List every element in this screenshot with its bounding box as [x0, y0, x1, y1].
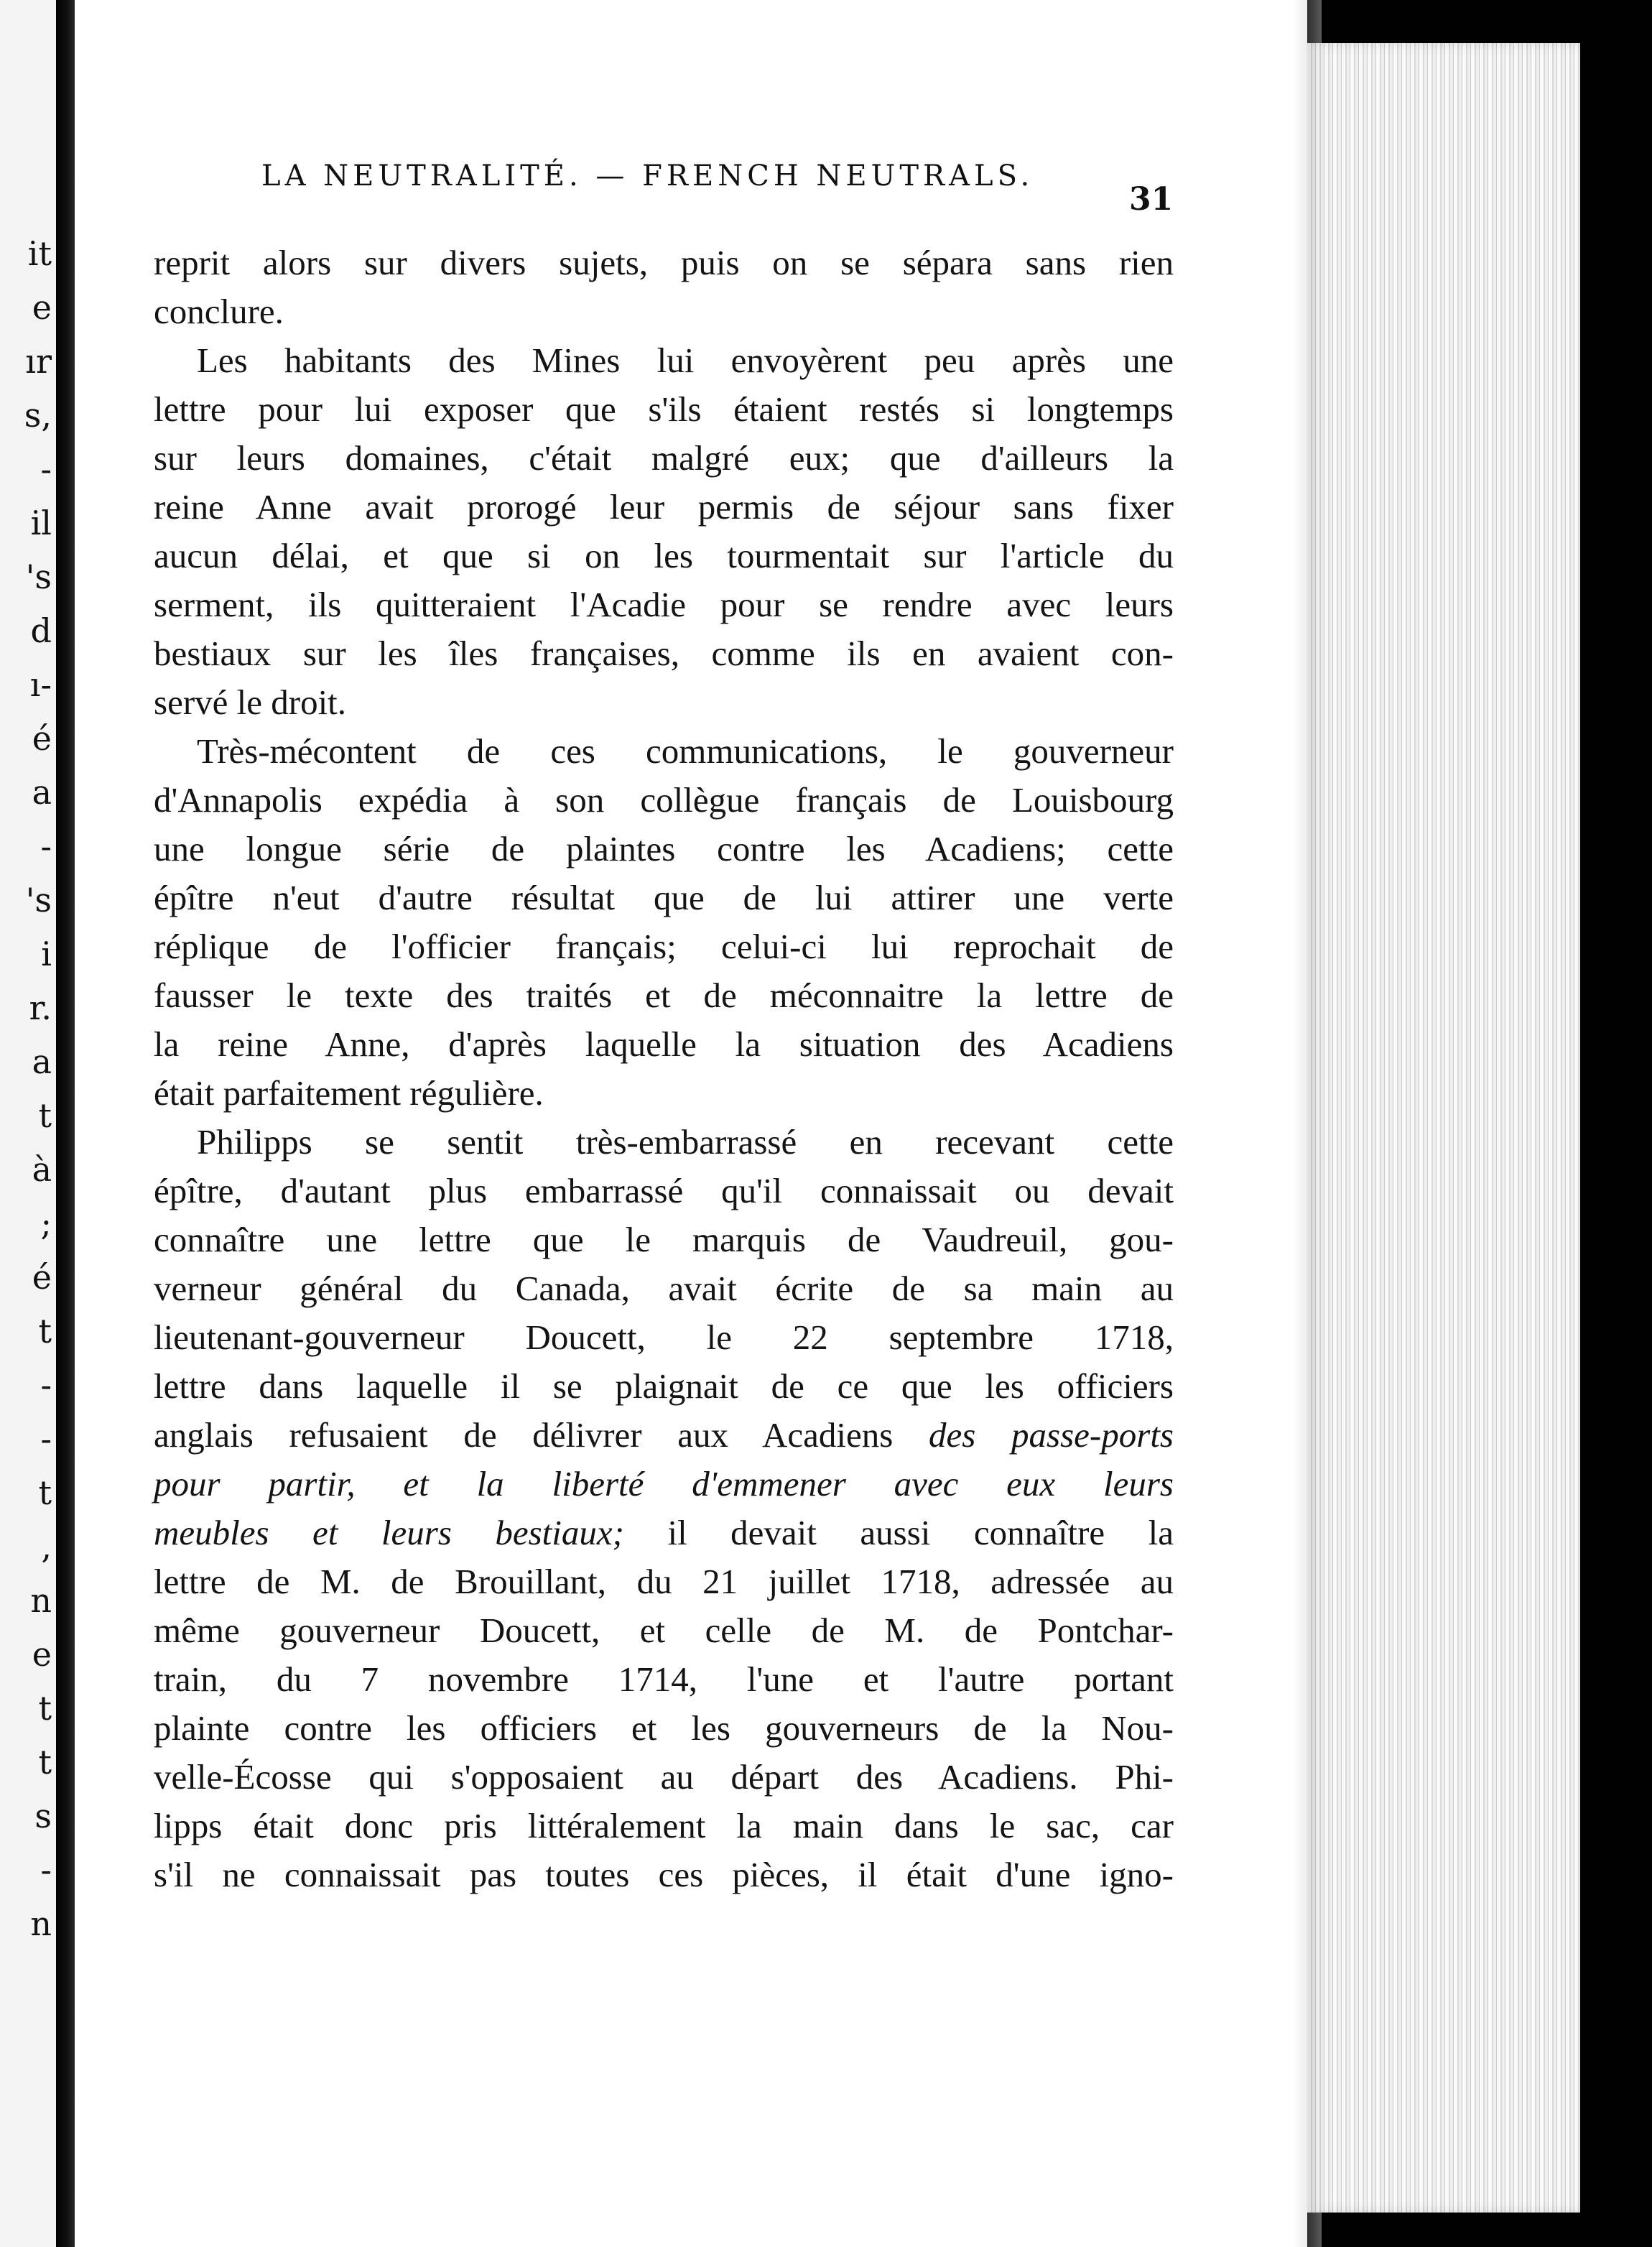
text-line: Très-mécontent de ces communications, le gouverneur — [197, 731, 1174, 771]
text-line-with-italic — [154, 1411, 1174, 1460]
text-line: reprit alors sur divers sujets, puis on se sépara sans rien — [154, 243, 1174, 282]
facing-page-fragment: ; — [40, 1204, 52, 1243]
text-line: lettre dans laquelle il se plaignait de ce que les officiers — [154, 1366, 1174, 1406]
facing-page-fragment: t — [38, 1743, 52, 1782]
facing-page-fragment: 's — [25, 557, 52, 596]
paragraph-3 — [154, 727, 1174, 1118]
text-line: servé le droit. — [154, 682, 347, 722]
text-line: reine Anne avait prorogé leur permis de séjour sans fixer — [154, 487, 1174, 527]
page-edges — [1307, 43, 1580, 2213]
facing-page-fragment: n — [30, 1581, 52, 1620]
facing-page-fragment: t — [38, 1473, 52, 1512]
text-line: plainte contre les officiers et les gouverneurs de la Nou- — [154, 1708, 1174, 1748]
facing-page-fragment: a — [32, 773, 52, 812]
facing-page-fragment: , — [41, 1527, 52, 1566]
facing-page-fragment: e — [32, 288, 52, 327]
text-line: réplique de l'officier français; celui-ci lui reprochait de — [154, 927, 1174, 966]
facing-page-fragment: - — [40, 1419, 52, 1458]
facing-page-fragment: é — [32, 1258, 52, 1297]
facing-page-fragment: é — [32, 719, 52, 758]
text-line: une longue série de plaintes contre les Acadiens; cette — [154, 829, 1174, 868]
facing-page-edge — [0, 0, 56, 2247]
text-line: fausser le texte des traités et de méconnaitre la lettre de — [154, 976, 1174, 1015]
paragraph-4 — [154, 1118, 1174, 1899]
facing-page-fragment: à — [32, 1150, 52, 1189]
text-line: conclure. — [154, 292, 284, 331]
text-line: épître n'eut d'autre résultat que de lui attirer une verte — [154, 878, 1174, 917]
text-run: anglais refusaient de délivrer aux Acadiens — [154, 1415, 929, 1455]
facing-page-fragment: it — [27, 234, 52, 273]
text-line: bestiaux sur les îles françaises, comme ils en avaient con- — [154, 634, 1174, 673]
facing-page-fragment: - — [40, 450, 52, 488]
facing-page-fragment: t — [38, 1096, 52, 1135]
text-line-with-italic — [154, 1509, 1174, 1557]
facing-page-fragment: t — [38, 1689, 52, 1728]
text-line: sur leurs domaines, c'était malgré eux; que d'ailleurs la — [154, 438, 1174, 478]
italic-quote-line: pour partir, et la liberté d'emmener avec eux leurs — [154, 1464, 1174, 1504]
text-line: épître, d'autant plus embarrassé qu'il connaissait ou devait — [154, 1171, 1174, 1210]
text-line: serment, ils quitteraient l'Acadie pour se rendre avec leurs — [154, 585, 1174, 624]
text-line: lipps était donc pris littéralement la main dans le sac, car — [154, 1806, 1174, 1845]
facing-page-fragment: a — [32, 1042, 52, 1081]
facing-page-fragment: - — [40, 1366, 52, 1404]
text-line: même gouverneur Doucett, et celle de M. de Pontchar- — [154, 1611, 1174, 1650]
running-head: LA NEUTRALITÉ. — FRENCH NEUTRALS. — [261, 159, 1034, 193]
text-line: velle-Écosse qui s'opposaient au départ des Acadiens. Phi- — [154, 1757, 1174, 1797]
facing-page-fragment: d — [30, 611, 52, 650]
facing-page-fragment: s, — [24, 396, 52, 435]
facing-page-fragment: r. — [29, 988, 52, 1027]
body-text — [154, 238, 1174, 1899]
text-line: la reine Anne, d'après laquelle la situation des Acadiens — [154, 1024, 1174, 1064]
text-line: aucun délai, et que si on les tourmentait sur l'article du — [154, 536, 1174, 575]
text-line: train, du 7 novembre 1714, l'une et l'autre portant — [154, 1659, 1174, 1699]
italic-quote: des passe-ports — [929, 1415, 1174, 1455]
book-page — [75, 0, 1307, 2247]
text-line: lettre pour lui exposer que s'ils étaient restés si longtemps — [154, 389, 1174, 429]
facing-page-fragment: e — [32, 1635, 52, 1674]
facing-page-fragment: ı- — [29, 665, 52, 704]
text-line: lettre de M. de Brouillant, du 21 juillet 1718, adressée au — [154, 1562, 1174, 1601]
facing-page-fragment: il — [30, 504, 52, 542]
text-line: connaître une lettre que le marquis de Vaudreuil, gou- — [154, 1220, 1174, 1259]
facing-page-fragment: n — [30, 1904, 52, 1943]
text-line: Philipps se sentit très-embarrassé en recevant cette — [197, 1122, 1174, 1162]
text-line: d'Annapolis expédia à son collègue français de Louisbourg — [154, 780, 1174, 820]
text-line: lieutenant-gouverneur Doucett, le 22 septembre 1718, — [154, 1317, 1174, 1357]
text-run: il devait aussi connaître la — [623, 1513, 1174, 1552]
paragraph-2 — [154, 336, 1174, 727]
italic-quote: meubles et leurs bestiaux; — [154, 1513, 624, 1552]
text-line: Les habitants des Mines lui envoyèrent peu après une — [197, 340, 1174, 380]
facing-page-fragment: - — [40, 827, 52, 866]
facing-page-fragment: t — [38, 1312, 52, 1350]
page-number: 31 — [1129, 181, 1174, 218]
facing-page-fragment: 's — [25, 881, 52, 919]
text-line: s'il ne connaissait pas toutes ces pièces, il était d'une igno- — [154, 1855, 1174, 1894]
facing-page-fragment: ır — [25, 342, 52, 381]
facing-page-fragment: - — [40, 1850, 52, 1889]
text-line: verneur général du Canada, avait écrite de sa main au — [154, 1269, 1174, 1308]
paragraph-1 — [154, 238, 1174, 336]
book-gutter — [56, 0, 75, 2247]
text-line: était parfaitement régulière. — [154, 1073, 544, 1113]
facing-page-fragment: i — [41, 935, 52, 973]
facing-page-fragment: s — [34, 1797, 52, 1835]
